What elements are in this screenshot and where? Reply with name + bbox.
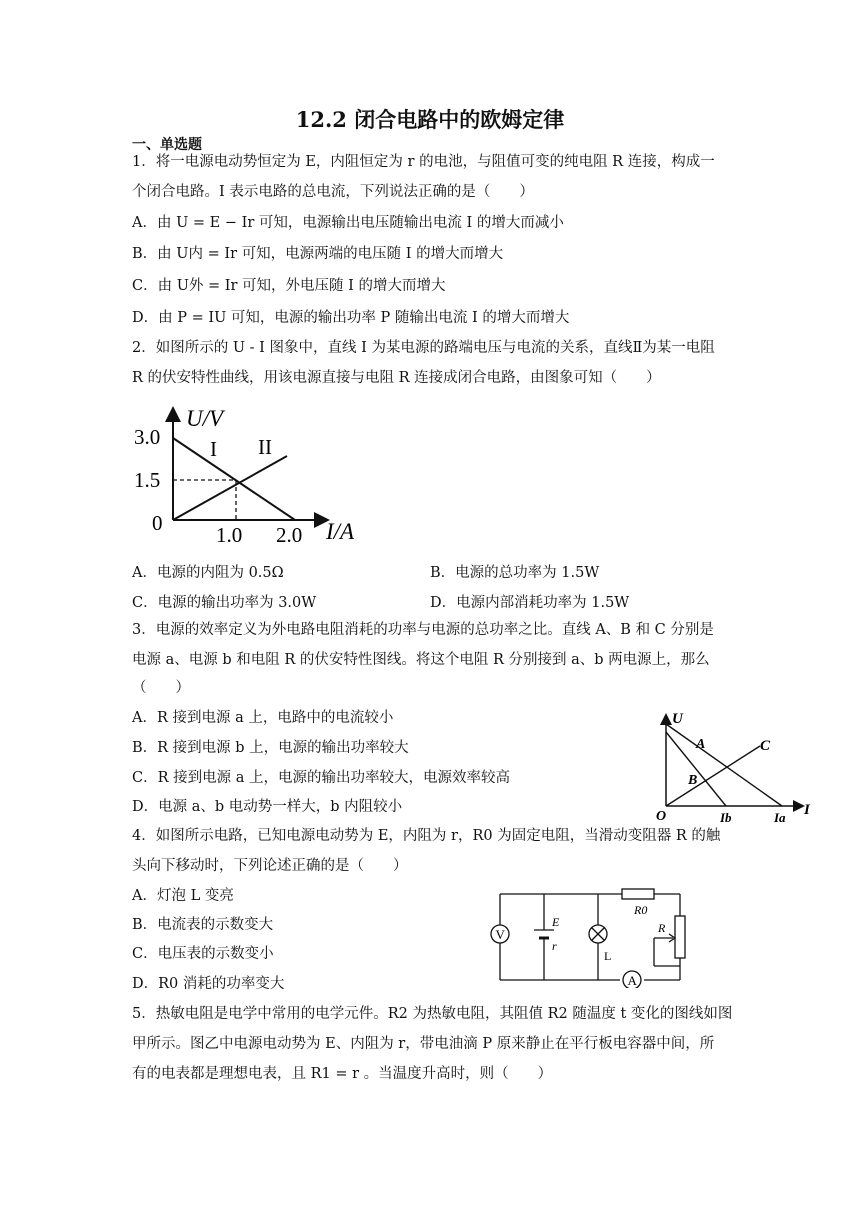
q4-option-b: B．电流表的示数变大 <box>132 917 274 933</box>
q3-origin-label: O <box>656 809 667 824</box>
q3-line-c <box>666 746 760 806</box>
q2-option-c: C．电源的输出功率为 3.0W <box>132 595 317 611</box>
q3-line-a <box>666 724 782 806</box>
q4-circuit-diagram <box>486 886 690 988</box>
lamp-symbol <box>589 925 607 943</box>
q1-option-d: D．由 P = IU 可知，电源的输出功率 P 随输出电流 I 的增大而增大 <box>132 310 570 326</box>
q5-stem-line2: 甲所示。图乙中电源电动势为 E、内阻为 r，带电油滴 P 原来静止在平行板电容器中间，所 <box>132 1036 715 1052</box>
q1-option-a: A．由 U = E − Ir 可知，电源输出电压随输出电流 I 的增大而减小 <box>132 215 564 231</box>
q2-x-tick-2: 2.0 <box>276 523 303 547</box>
voltmeter-symbol <box>491 925 509 943</box>
q2-stem-line2: R 的伏安特性曲线，用该电源直接与电阻 R 连接成闭合电路，由图象可知（ ） <box>132 370 661 386</box>
q2-ui-graph <box>130 398 370 550</box>
svg-text:A: A <box>627 973 637 988</box>
q3-tick-ia: Ia <box>774 810 786 825</box>
q1-stem-line1: 1．将一电源电动势恒定为 E，内阻恒定为 r 的电池，与阻值可变的纯电阻 R 连接，构成一 <box>132 154 715 170</box>
q4-option-d: D．R0 消耗的功率变大 <box>132 976 285 992</box>
q3-stem-line3: （ ） <box>132 680 190 696</box>
svg-text:V: V <box>495 927 505 942</box>
q1-option-c: C．由 U外 = Ir 可知，外电压随 I 的增大而增大 <box>132 278 446 294</box>
q3-option-c: C．R 接到电源 a 上，电源的输出功率较大，电源效率较高 <box>132 770 510 786</box>
q2-label-line-i: I <box>210 437 217 461</box>
q2-x-label: I/A <box>326 519 355 544</box>
q2-stem-line1: 2．如图所示的 U - I 图象中，直线 I 为某电源的路端电压与电流的关系，直线Ⅱ为某一电阻 <box>132 340 715 356</box>
resistor-r0-label: R0 <box>634 903 648 917</box>
q2-option-b: B．电源的总功率为 1.5W <box>430 565 600 581</box>
q2-y-label: U/V <box>186 406 224 431</box>
q5-stem-line3: 有的电表都是理想电表，且 R1 = r 。当温度升高时，则（ ） <box>132 1066 553 1082</box>
internal-resistance-label: r <box>552 939 557 953</box>
q2-y-tick-0: 0 <box>152 511 163 535</box>
q2-option-a: A．电源的内阻为 0.5Ω <box>132 565 284 581</box>
q4-stem-line1: 4．如图所示电路，已知电源电动势为 E，内阻为 r，R0 为固定电阻，当滑动变阻器 R 的触 <box>132 828 721 844</box>
emf-label: E <box>552 915 560 929</box>
q2-line-ii <box>173 456 287 520</box>
q3-stem-line2: 电源 a、电源 b 和电阻 R 的伏安特性图线。将这个电阻 R 分别接到 a、b 两电源上，那么 <box>132 652 710 668</box>
q5-stem-line1: 5．热敏电阻是电学中常用的电学元件。R2 为热敏电阻，其阻值 R2 随温度 t 变化的图线如图 <box>132 1006 733 1022</box>
resistor-r0-symbol <box>622 889 654 899</box>
lamp-label: L <box>604 949 612 963</box>
q3-stem-line1: 3．电源的效率定义为外电路电阻消耗的功率与电源的总功率之比。直线 A、B 和 C 分别是 <box>132 622 714 638</box>
ammeter-symbol <box>623 971 641 988</box>
section-heading: 一、单选题 <box>132 137 202 153</box>
q2-line-i <box>173 438 295 520</box>
q3-option-d: D．电源 a、b 电动势一样大，b 内阻较小 <box>132 799 403 815</box>
q2-y-tick-1-5: 1.5 <box>134 468 161 492</box>
q1-option-b: B．由 U内 = Ir 可知，电源两端的电压随 I 的增大而增大 <box>132 246 504 262</box>
q2-option-d: D．电源内部消耗功率为 1.5W <box>430 595 630 611</box>
q1-stem-line2: 个闭合电路。I 表示电路的总电流，下列说法正确的是（ ） <box>132 184 534 200</box>
q3-label-a: A <box>696 737 706 752</box>
rheostat-label: R <box>658 921 666 935</box>
q3-ui-graph <box>654 706 824 830</box>
page-title: 12.2 闭合电路中的欧姆定律 <box>295 107 565 132</box>
q3-option-a: A．R 接到电源 a 上，电路中的电流较小 <box>132 710 394 726</box>
q3-label-c: C <box>760 738 771 754</box>
q4-option-c: C．电压表的示数变小 <box>132 946 274 962</box>
q3-y-label: U <box>672 711 683 727</box>
q4-stem-line2: 头向下移动时，下列论述正确的是（ ） <box>132 858 408 874</box>
q3-x-label: I <box>804 802 810 818</box>
q2-y-tick-3: 3.0 <box>134 425 161 449</box>
q3-label-b: B <box>688 773 698 788</box>
rheostat-symbol <box>675 916 685 958</box>
q4-option-a: A．灯泡 L 变亮 <box>132 888 234 904</box>
q3-option-b: B．R 接到电源 b 上，电源的输出功率较大 <box>132 740 409 756</box>
q3-tick-ib: Ib <box>720 810 732 825</box>
battery-symbol <box>534 930 554 938</box>
q2-label-line-ii: II <box>258 435 272 459</box>
q2-x-tick-1: 1.0 <box>216 523 243 547</box>
